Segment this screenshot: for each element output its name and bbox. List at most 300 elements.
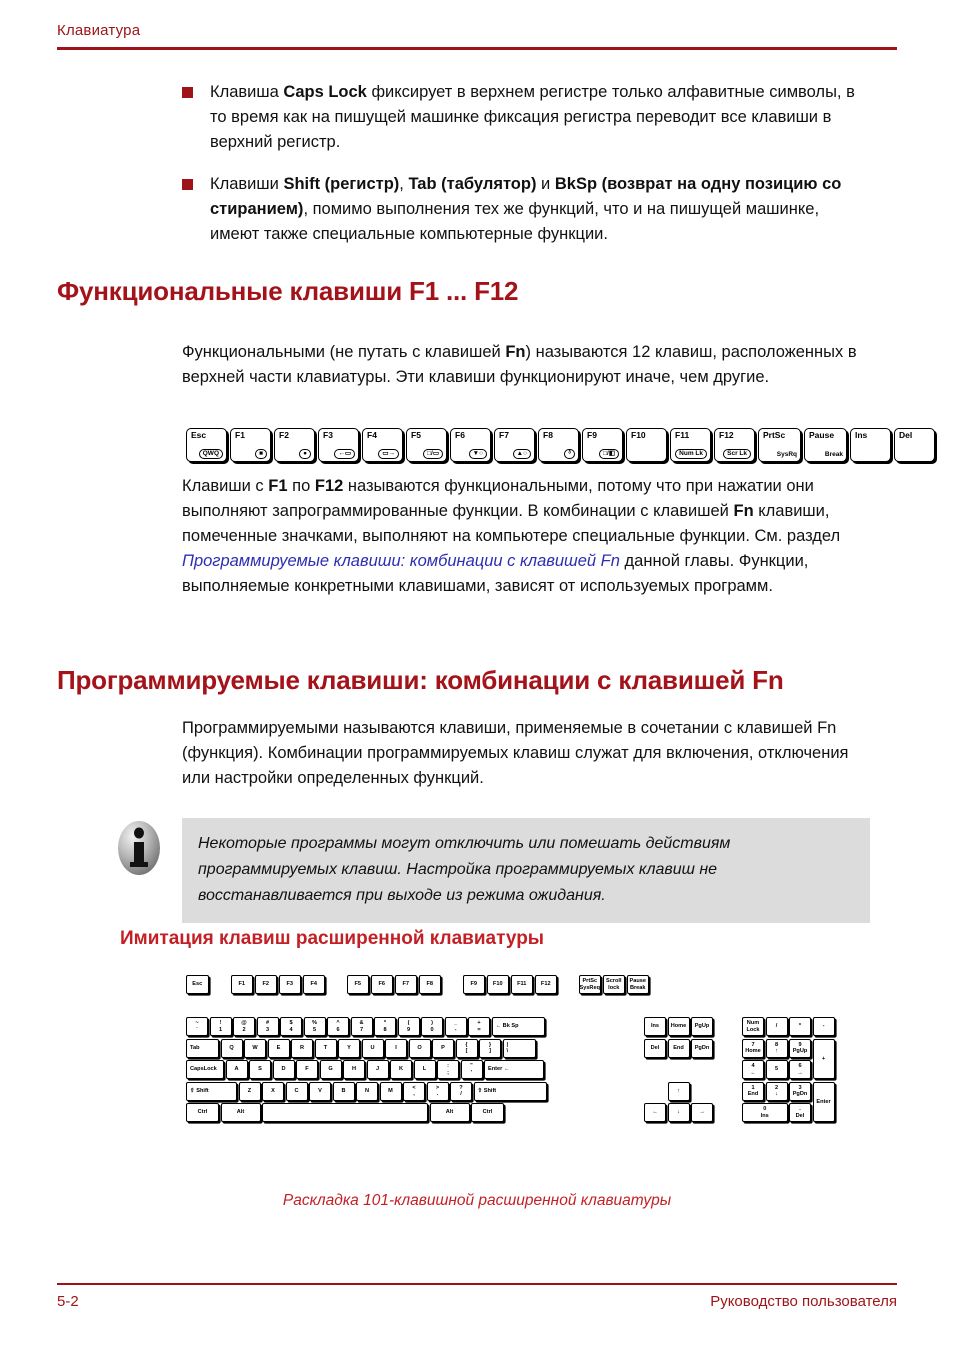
key-label: X: [271, 1087, 275, 1094]
key-i: [385, 1039, 407, 1058]
fkey-prtsc: [758, 428, 801, 462]
key-f7: [395, 975, 418, 994]
key-del: [644, 1039, 666, 1058]
key-sublabel: Lock: [746, 1026, 760, 1033]
key-scroll: [603, 975, 626, 994]
key--shift: [186, 1082, 237, 1101]
fkey-f2: [274, 428, 315, 462]
key-label: ): [431, 1020, 433, 1027]
bold-term: BkSp (возврат на одну позицию со стиранием): [210, 175, 842, 218]
fkey-label: Del: [899, 430, 913, 440]
key-sublabel: 1: [218, 1026, 223, 1033]
key--: [304, 1017, 326, 1036]
fkey-f11: [670, 428, 711, 462]
key-sublabel: [: [465, 1048, 468, 1054]
numpad-key--: [813, 1039, 835, 1080]
info-icon: [113, 820, 165, 876]
bold-term: F1: [268, 477, 288, 495]
key-label: G: [328, 1066, 333, 1073]
key-label: R: [299, 1044, 305, 1051]
key-label: ← Bk Sp: [495, 1023, 519, 1030]
key-label: Tab: [190, 1044, 200, 1051]
fkey-label: PrtSc: [763, 430, 786, 440]
fkey-label: F1: [235, 430, 245, 440]
key-label: Del: [650, 1044, 660, 1051]
fkey-del: [894, 428, 935, 462]
numpad-key--del: [789, 1103, 811, 1122]
fkey-pause: [804, 428, 847, 462]
key-alt: [430, 1103, 470, 1122]
fkey-label: F3: [323, 430, 333, 440]
key-sublabel: ↑: [775, 1048, 778, 1054]
key-k: [390, 1060, 412, 1079]
key-sublabel: 2: [242, 1026, 246, 1033]
cross-reference-link[interactable]: Программируемые клавиши: комбинации с клавишей Fn: [182, 552, 620, 570]
key-sublabel: Break: [629, 984, 646, 991]
fkey-label: Pause: [809, 430, 835, 440]
key-label: .: [799, 1106, 801, 1113]
key-f5: [347, 975, 370, 994]
key-h: [343, 1060, 365, 1079]
key-pause: [627, 975, 650, 994]
key-label: _: [453, 1020, 458, 1027]
bold-term: Fn: [505, 343, 526, 361]
running-head: Клавиатура: [57, 22, 141, 39]
key-sublabel: →: [797, 1069, 803, 1076]
key-label: *: [798, 1023, 802, 1030]
fkey-f6: [450, 428, 491, 462]
fkey-sublabel: Break: [824, 451, 843, 458]
fkey-sublabel: ←▭: [334, 449, 355, 459]
paragraph-hotkeys: Программируемыми называются клавиши, применяемые в сочетании с клавишей Fn (функция). Комбинации программируемых клавиш служат для включения, отключения или настройки определенных функций.: [182, 719, 849, 787]
key-sublabel: PgUp: [792, 1048, 808, 1054]
key--: [461, 1060, 483, 1079]
key-label: *: [383, 1020, 387, 1027]
key-s: [249, 1060, 271, 1079]
heading-hotkeys: Программируемые клавиши: комбинации с клавишей Fn: [57, 665, 784, 695]
key-label: %: [312, 1020, 317, 1027]
fkey-sublabel: QWQ: [199, 449, 223, 459]
fkey-esc: [186, 428, 227, 462]
key-label: $: [289, 1020, 293, 1027]
key--: [233, 1017, 255, 1036]
key-g: [320, 1060, 342, 1079]
key--: [186, 1017, 208, 1036]
key-f10: [487, 975, 510, 994]
key--: [210, 1017, 232, 1036]
key-label: (: [407, 1020, 410, 1027]
key-sublabel: =: [477, 1026, 481, 1033]
key-arrow-up: [668, 1082, 690, 1101]
key-label: A: [234, 1066, 239, 1073]
fkey-label: F2: [279, 430, 289, 440]
bold-term: Shift (регистр): [283, 175, 400, 193]
key--shift: [474, 1082, 547, 1101]
key--: [450, 1082, 472, 1101]
key-label: ": [470, 1063, 473, 1070]
key-sublabel: \: [506, 1048, 509, 1054]
key-label: Z: [247, 1087, 252, 1094]
key-label: 3: [798, 1084, 802, 1091]
key--: [280, 1017, 302, 1036]
key-label: F9: [470, 981, 478, 988]
key-pgup: [691, 1017, 713, 1036]
key-label: Ctrl: [197, 1109, 208, 1116]
numpad-key-7-home: [742, 1039, 764, 1058]
key-label: ^: [336, 1020, 340, 1027]
key-sublabel: ;: [447, 1069, 449, 1076]
key-label: D: [281, 1066, 286, 1073]
key-label: ⇧ Shift: [477, 1087, 497, 1094]
key-label: Alt: [236, 1109, 245, 1116]
numpad-key-num-lock: [742, 1017, 764, 1036]
fkey-label: F4: [367, 430, 377, 440]
key--: [468, 1017, 490, 1036]
paragraph-function-keys-detail: Клавиши с F1 по F12 называются функциональными, потому что при нажатии они выполняют запрограммированные функции. В комбинации с клавишей Fn клавиши, помеченные значками, выполняют на компьютере специальные функции. См. раздел Программируемые клавиши: комбинации с клавишей Fn данной главы. Функции, выполняемые конкретными клавишами, зависят от используемых программ.: [182, 477, 841, 595]
key-label: L: [422, 1066, 427, 1073]
key-label: 8: [774, 1041, 779, 1048]
fkey-label: F8: [543, 430, 553, 440]
key-label: PgUp: [694, 1023, 710, 1030]
numpad-key--: [766, 1017, 788, 1036]
key-label: +: [477, 1020, 481, 1027]
fkey-sublabel: ᵟ: [564, 449, 575, 459]
key-n: [356, 1082, 378, 1101]
key-pgdn: [691, 1039, 713, 1058]
key-label: O: [417, 1044, 422, 1051]
key-label: PrtSc: [582, 978, 598, 985]
fkey-label: F5: [411, 430, 421, 440]
key-arrow-left: [644, 1103, 666, 1122]
fkey-sublabel: ▭→: [378, 449, 399, 459]
key-label: U: [370, 1044, 375, 1051]
key-arrow-down: [668, 1103, 690, 1122]
key-label: F8: [426, 981, 434, 988]
key-sublabel: 8: [383, 1026, 387, 1033]
key-enter-: [484, 1060, 544, 1079]
key-sublabel: 9: [406, 1026, 411, 1033]
fkey-label: Esc: [191, 430, 207, 440]
key-j: [367, 1060, 389, 1079]
key-sublabel: SysReq: [579, 984, 601, 991]
bold-term: Tab (табулятор): [408, 175, 537, 193]
key-label: K: [398, 1066, 404, 1073]
key-arrow-right: [691, 1103, 713, 1122]
key-ins: [644, 1017, 666, 1036]
key-label: Q: [229, 1044, 234, 1051]
key-label: <: [412, 1084, 416, 1091]
key-label: Num: [746, 1020, 760, 1027]
fkey-ins: [850, 428, 891, 462]
key-label: CapsLock: [190, 1066, 217, 1073]
fkey-f3: [318, 428, 359, 462]
key-label: Ctrl: [482, 1109, 493, 1116]
key--: [503, 1039, 536, 1058]
fkey-label: F11: [675, 430, 690, 440]
bold-term: Fn: [733, 502, 754, 520]
key-sublabel: Ins: [760, 1112, 769, 1119]
key-label: End: [673, 1044, 684, 1051]
fkey-label: Ins: [855, 430, 868, 440]
key-label: 4: [751, 1063, 755, 1070]
key-sublabel: End: [747, 1091, 759, 1097]
key--: [479, 1039, 501, 1058]
fkey-label: F10: [631, 430, 646, 440]
key-prtsc: [579, 975, 602, 994]
key-z: [239, 1082, 261, 1101]
key-label: ?: [459, 1084, 463, 1091]
fkey-sublabel: ■: [255, 449, 267, 459]
key-ctrl: [471, 1103, 504, 1122]
key-sublabel: 7: [359, 1026, 364, 1033]
key-sublabel: 3: [265, 1026, 270, 1033]
key-label: 1: [751, 1084, 755, 1091]
fkey-f5: [406, 428, 447, 462]
key-label: E: [276, 1044, 281, 1051]
key-p: [432, 1039, 454, 1058]
key-alt: [221, 1103, 261, 1122]
key-label: PgDn: [694, 1044, 710, 1051]
key-label: !: [219, 1020, 222, 1027]
key-label: }: [488, 1041, 492, 1048]
key-u: [362, 1039, 384, 1058]
key-sublabel: `: [196, 1026, 198, 1033]
key-sublabel: 5: [312, 1026, 317, 1033]
key-label: #: [265, 1020, 270, 1027]
key-label: ↑: [677, 1087, 680, 1094]
key-label: M: [388, 1087, 393, 1094]
key-label: I: [395, 1044, 397, 1051]
key-sublabel: ': [470, 1069, 473, 1076]
square-bullet-icon: [182, 87, 193, 98]
key-label: Ins: [650, 1023, 660, 1030]
key-esc: [186, 975, 209, 994]
key-f4: [303, 975, 326, 994]
key-label: T: [323, 1044, 328, 1051]
numpad-key-9-pgup: [789, 1039, 811, 1058]
numpad-key-2-: [766, 1082, 788, 1101]
key-label: 7: [751, 1041, 755, 1048]
bold-term: Caps Lock: [283, 83, 367, 101]
numpad-key-1-end: [742, 1082, 764, 1101]
square-bullet-icon: [182, 179, 193, 190]
key-sublabel: ]: [489, 1048, 491, 1054]
bullet-list: [182, 80, 872, 264]
key-sublabel: ←: [750, 1069, 756, 1076]
fkey-label: F6: [455, 430, 465, 440]
key-label: C: [294, 1087, 299, 1094]
numpad-key-6-: [789, 1060, 811, 1079]
key-label: :: [447, 1063, 449, 1070]
key-label: S: [258, 1066, 262, 1073]
key-e: [268, 1039, 290, 1058]
key-sublabel: 0: [430, 1026, 434, 1033]
key-sublabel: PgDn: [792, 1091, 808, 1097]
key-label: F2: [262, 981, 270, 988]
key-label: Alt: [445, 1109, 454, 1116]
fkey-f4: [362, 428, 403, 462]
fkey-f7: [494, 428, 535, 462]
key-label: ↓: [677, 1109, 680, 1116]
fkey-sublabel: ▼○: [469, 449, 487, 459]
key-label: F7: [402, 981, 410, 988]
key-label: Y: [347, 1044, 351, 1051]
key-f11: [511, 975, 534, 994]
paragraph-function-keys-intro: Функциональными (не путать с клавишей Fn) называются 12 клавиш, расположенных в верхней части клавиатуры. Эти клавиши функционируют иначе, чем другие.: [182, 343, 857, 386]
key-label: F5: [354, 981, 362, 988]
key-label: Enter: [816, 1098, 831, 1105]
key-sublabel: -: [454, 1026, 457, 1033]
key-o: [409, 1039, 431, 1058]
key-f3: [279, 975, 302, 994]
note-box: Некоторые программы могут отключить или помешать действиям программируемых клавиш. Настройка программируемых клавиш не восстанавливается при выходе из режима ожидания.: [182, 818, 870, 923]
key-label: ←: [652, 1109, 658, 1116]
fkey-f1: [230, 428, 271, 462]
key-label: Pause: [629, 978, 646, 985]
list-item-text: Клавиши Shift (регистр), Tab (табулятор) и BkSp (возврат на одну позицию со стиранием), помимо выполнения тех же функций, что и на пишущей машинке, имеют также специальные компьютерные функции.: [210, 175, 842, 243]
list-item-text: Клавиша Caps Lock фиксирует в верхнем регистре только алфавитные символы, в то время как на пишущей машинке фиксация регистра переводит все клавиши в верхний регистр.: [210, 83, 855, 151]
key-label: V: [318, 1087, 322, 1094]
key-f: [296, 1060, 318, 1079]
key-end: [668, 1039, 690, 1058]
key-label: B: [341, 1087, 346, 1094]
key-label: |: [506, 1041, 509, 1048]
key-c: [286, 1082, 308, 1101]
key-label: Scroll: [605, 978, 622, 985]
extended-keyboard-diagram: [186, 975, 886, 1180]
key-f8: [419, 975, 442, 994]
key-d: [273, 1060, 295, 1079]
key-label: Enter ←: [488, 1066, 510, 1073]
key-label: F12: [540, 981, 551, 988]
key-label: 9: [798, 1041, 802, 1048]
document-title: Руководство пользователя: [710, 1293, 897, 1310]
key-label: /: [775, 1023, 778, 1030]
key-sublabel: lock: [608, 984, 620, 991]
key-label: 6: [798, 1063, 802, 1070]
key-label: -: [822, 1023, 825, 1030]
key-label: J: [375, 1066, 380, 1073]
key-r: [291, 1039, 313, 1058]
key-label: F: [305, 1066, 309, 1073]
key-label: F11: [517, 981, 527, 988]
list-item: [182, 80, 872, 155]
key--: [351, 1017, 373, 1036]
key-label: F1: [238, 981, 246, 988]
key-w: [244, 1039, 266, 1058]
list-item: [182, 172, 872, 247]
fkey-f9: [582, 428, 623, 462]
key-sublabel: ,: [413, 1091, 415, 1097]
key--: [427, 1082, 449, 1101]
key-label: @: [241, 1020, 247, 1027]
key-l: [414, 1060, 436, 1079]
key-label: +: [821, 1055, 826, 1062]
key-capslock: [186, 1060, 224, 1079]
key--: [437, 1060, 459, 1079]
key-a: [226, 1060, 248, 1079]
key-sublabel: 4: [289, 1026, 293, 1033]
key-label: N: [364, 1087, 370, 1094]
key--: [403, 1082, 425, 1101]
key-f9: [463, 975, 486, 994]
key-label: 5: [774, 1066, 779, 1073]
key-q: [221, 1039, 243, 1058]
key-sublabel: ↓: [775, 1091, 778, 1097]
fkey-f12: [714, 428, 755, 462]
fkey-sublabel: □/◧: [599, 449, 619, 459]
key--: [456, 1039, 478, 1058]
key-label: F10: [492, 981, 503, 988]
figure-caption: Раскладка 101-клавишной расширенной клавиатуры: [282, 1192, 672, 1209]
key--: [445, 1017, 467, 1036]
page-number: 5-2: [57, 1293, 79, 1310]
numpad-key--: [789, 1017, 811, 1036]
key-m: [380, 1082, 402, 1101]
key-x: [262, 1082, 284, 1101]
key-f2: [255, 975, 278, 994]
fkey-sublabel: Scr Lk: [723, 449, 751, 459]
function-key-strip: [186, 428, 935, 462]
key-sublabel: Home: [745, 1048, 761, 1054]
key-sublabel: 6: [336, 1026, 340, 1033]
key-sublabel: Del: [795, 1112, 805, 1119]
key-label: P: [441, 1044, 445, 1051]
key-label: {: [465, 1041, 468, 1048]
heading-extended-keyboard: Имитация клавиш расширенной клавиатуры: [120, 928, 545, 949]
footer-divider: [57, 1283, 897, 1285]
key-label: Esc: [192, 981, 203, 988]
fkey-label: F12: [719, 430, 734, 440]
key-space: [262, 1103, 428, 1122]
fkey-sublabel: Num Lk: [675, 449, 707, 459]
fkey-label: F7: [499, 430, 509, 440]
key--: [421, 1017, 443, 1036]
key-label: →: [699, 1109, 705, 1116]
key-b: [333, 1082, 355, 1101]
key-f1: [231, 975, 254, 994]
key-label: >: [435, 1084, 440, 1091]
key-label: F4: [310, 981, 318, 988]
key-sublabel: .: [436, 1091, 439, 1097]
fkey-sublabel: □/▭: [423, 449, 443, 459]
numpad-key-enter: [813, 1082, 835, 1123]
key--: [257, 1017, 279, 1036]
numpad-key-5: [766, 1060, 788, 1079]
numpad-key-0-ins: [742, 1103, 788, 1122]
numpad-key-4-: [742, 1060, 764, 1079]
key-label: 2: [774, 1084, 779, 1091]
key-f12: [535, 975, 558, 994]
key-f6: [371, 975, 394, 994]
fkey-sublabel: ▲○: [513, 449, 531, 459]
heading-function-keys: Функциональные клавиши F1 ... F12: [57, 276, 519, 306]
numpad-key-3-pgdn: [789, 1082, 811, 1101]
fkey-sublabel: SysRq: [776, 451, 797, 458]
key-label: ~: [195, 1020, 199, 1027]
key-label: F6: [378, 981, 386, 988]
key-v: [309, 1082, 331, 1101]
key-label: Home: [670, 1023, 687, 1030]
key-label: H: [351, 1066, 357, 1073]
key-sublabel: /: [460, 1091, 462, 1097]
key-label: ⇧ Shift: [190, 1087, 209, 1094]
header-divider: [57, 47, 897, 50]
fkey-sublabel: ●: [299, 449, 311, 459]
key--: [374, 1017, 396, 1036]
bold-term: F12: [314, 477, 344, 495]
key--: [398, 1017, 420, 1036]
